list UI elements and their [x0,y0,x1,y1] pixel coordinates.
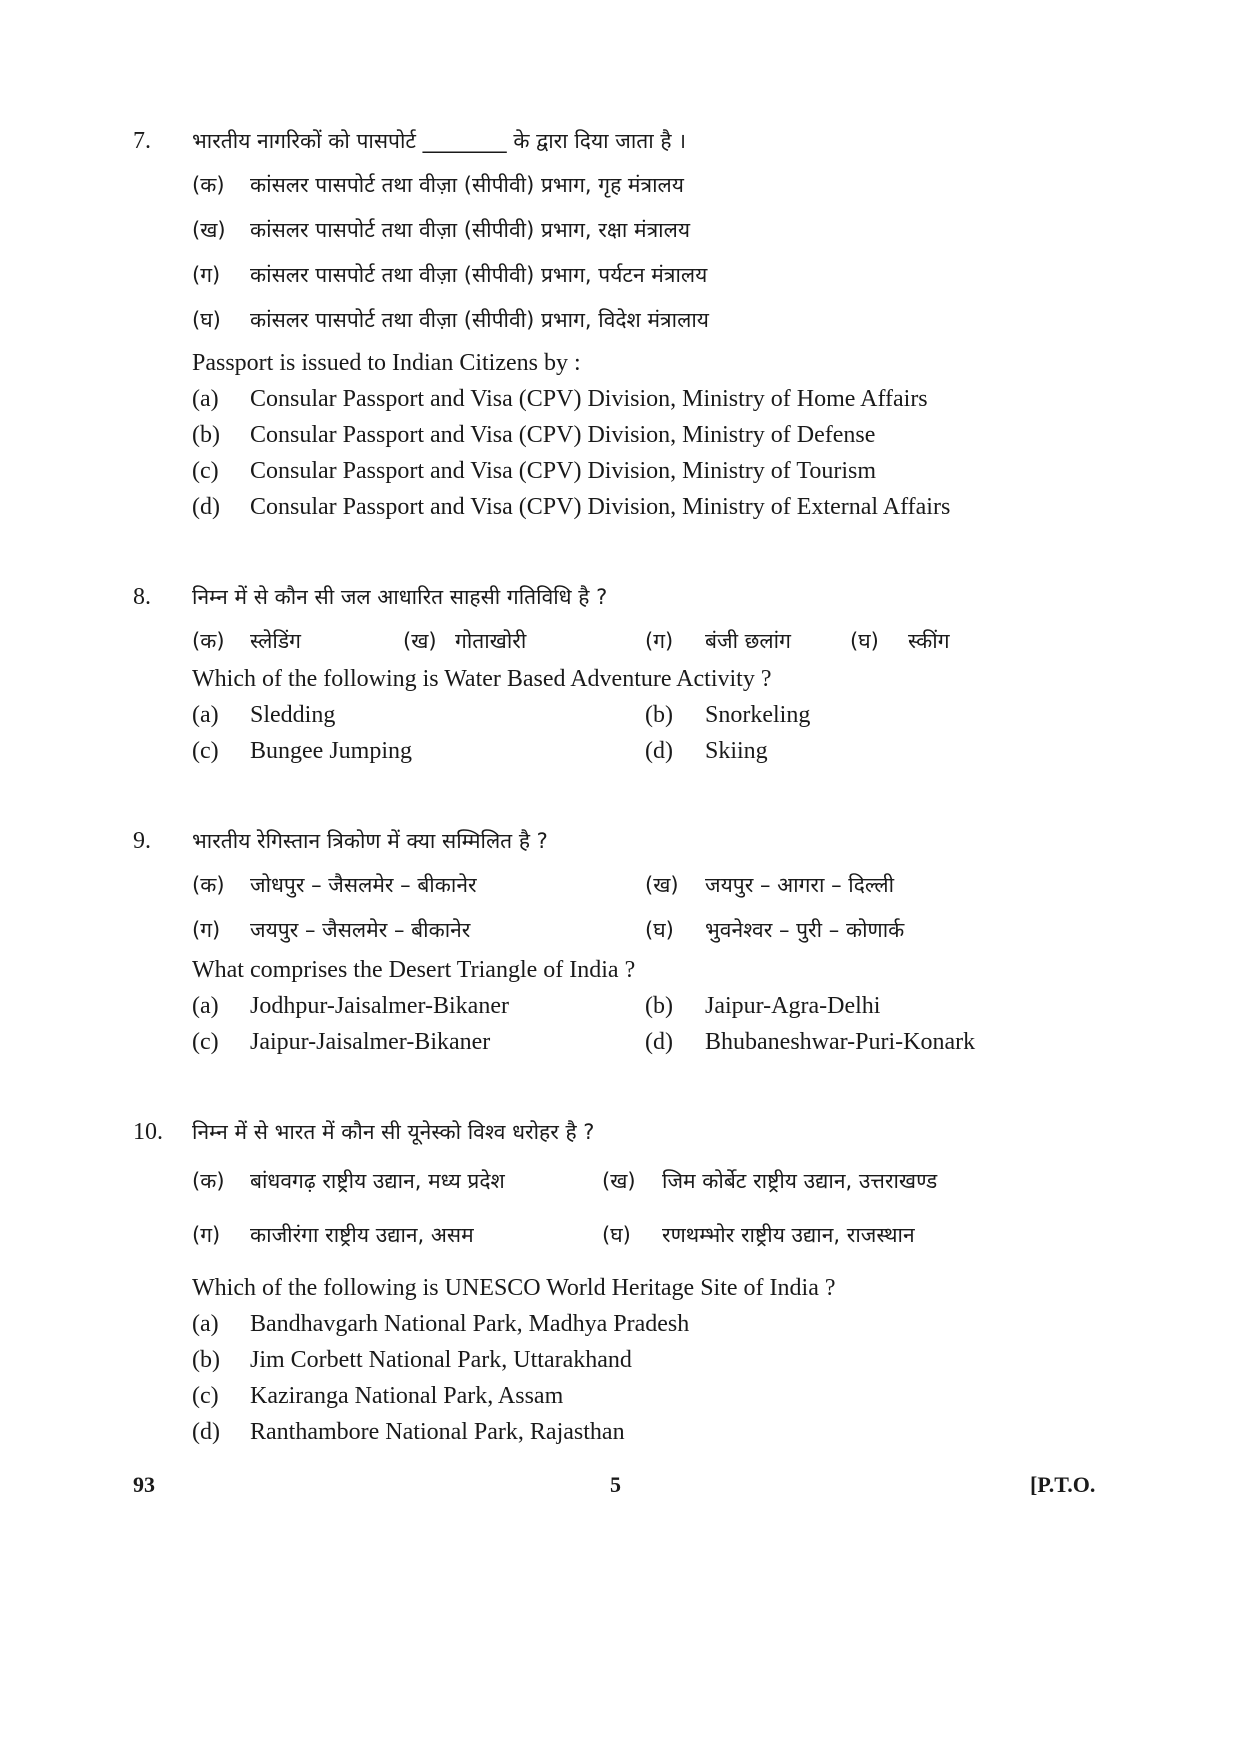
option-text-english: Consular Passport and Visa (CPV) Division, Ministry of External Affairs [250,494,951,520]
option-label-hindi: (घ) [645,918,674,942]
option-label-english: (b) [192,1347,220,1373]
option-label-english: (d) [192,1419,220,1445]
option-text-english: Snorkeling [705,702,811,728]
option-label-hindi: (क) [192,173,225,197]
option-label-english: (d) [645,738,673,764]
paper-code: 93 [133,1472,155,1497]
pto-marker: [P.T.O. [1030,1472,1096,1497]
option-text-hindi: कांसलर पासपोर्ट तथा वीज़ा (सीपीवी) प्रभाग, गृह मंत्रालय [250,173,684,197]
option-text-english: Sledding [250,702,336,728]
option-label-english: (d) [645,1029,673,1055]
option-text-hindi: भुवनेश्वर – पुरी – कोणार्क [705,918,905,942]
option-text-english: Jim Corbett National Park, Uttarakhand [250,1347,632,1373]
option-text-english: Kaziranga National Park, Assam [250,1383,564,1409]
option-label-english: (a) [192,702,219,728]
question-stem-hindi: भारतीय रेगिस्तान त्रिकोण में क्या सम्मिलित है ? [192,829,548,853]
question-stem-hindi: भारतीय नागरिकों को पासपोर्ट ________ के द्वारा दिया जाता है । [192,129,687,153]
question-stem-english: Which of the following is Water Based Adventure Activity ? [192,666,772,692]
option-label-hindi: (ग) [192,1223,221,1247]
option-label-hindi: (ख) [192,218,226,242]
option-label-english: (a) [192,993,219,1019]
question-stem-hindi: निम्न में से कौन सी जल आधारित साहसी गतिविधि है ? [192,585,608,609]
option-text-hindi: स्कींग [908,629,950,653]
question-number: 7. [133,128,151,154]
option-text-english: Jaipur-Jaisalmer-Bikaner [250,1029,491,1055]
option-text-english: Consular Passport and Visa (CPV) Division, Ministry of Tourism [250,458,877,484]
option-text-hindi: कांसलर पासपोर्ट तथा वीज़ा (सीपीवी) प्रभाग, विदेश मंत्रालाय [250,308,709,332]
option-label-hindi: (क) [192,1169,225,1193]
option-label-english: (d) [192,494,220,520]
option-label-english: (c) [192,458,219,484]
question-stem-english: What comprises the Desert Triangle of India ? [192,957,636,983]
option-label-hindi: (ग) [192,263,221,287]
option-text-hindi: कांसलर पासपोर्ट तथा वीज़ा (सीपीवी) प्रभाग, पर्यटन मंत्रालय [250,263,708,287]
question-number: 9. [133,828,151,854]
option-text-english: Jodhpur-Jaisalmer-Bikaner [250,993,509,1019]
option-text-hindi: रणथम्भोर राष्ट्रीय उद्यान, राजस्थान [662,1223,915,1247]
option-label-hindi: (घ) [602,1223,631,1247]
option-text-hindi: कांसलर पासपोर्ट तथा वीज़ा (सीपीवी) प्रभाग, रक्षा मंत्रालय [250,218,691,242]
option-text-hindi: काजीरंगा राष्ट्रीय उद्यान, असम [250,1223,474,1247]
option-label-english: (c) [192,1029,219,1055]
option-label-english: (b) [645,702,673,728]
option-label-hindi: (ख) [602,1169,636,1193]
option-label-english: (c) [192,738,219,764]
option-label-hindi: (क) [192,873,225,897]
option-label-hindi: (घ) [850,629,879,653]
option-label-hindi: (ख) [645,873,679,897]
option-text-english: Ranthambore National Park, Rajasthan [250,1419,625,1445]
option-label-hindi: (ख) [403,629,437,653]
option-text-hindi: जोधपुर – जैसलमेर – बीकानेर [250,873,477,897]
option-text-english: Skiing [705,738,768,764]
option-label-english: (a) [192,386,219,412]
option-text-hindi: जिम कोर्बेट राष्ट्रीय उद्यान, उत्तराखण्ड [662,1169,938,1193]
option-label-english: (c) [192,1383,219,1409]
option-label-hindi: (क) [192,629,225,653]
option-label-english: (b) [192,422,220,448]
option-label-hindi: (घ) [192,308,221,332]
option-text-english: Bungee Jumping [250,738,412,764]
option-text-hindi: बंजी छलांग [705,629,791,653]
option-text-english: Consular Passport and Visa (CPV) Division, Ministry of Defense [250,422,876,448]
option-label-english: (a) [192,1311,219,1337]
option-label-english: (b) [645,993,673,1019]
question-number: 10. [133,1119,163,1145]
option-text-english: Jaipur-Agra-Delhi [705,993,881,1019]
option-text-hindi: गोताखोरी [455,629,527,653]
option-label-hindi: (ग) [192,918,221,942]
question-stem-hindi: निम्न में से भारत में कौन सी यूनेस्को विश्व धरोहर है ? [192,1120,595,1144]
question-number: 8. [133,584,151,610]
option-text-hindi: स्लेडिंग [250,629,301,653]
option-text-english: Bandhavgarh National Park, Madhya Pradesh [250,1311,690,1337]
question-stem-english: Which of the following is UNESCO World Heritage Site of India ? [192,1275,836,1301]
option-text-english: Consular Passport and Visa (CPV) Division, Ministry of Home Affairs [250,386,928,412]
option-text-hindi: बांधवगढ़ राष्ट्रीय उद्यान, मध्य प्रदेश [250,1169,505,1193]
option-text-hindi: जयपुर – जैसलमेर – बीकानेर [250,918,471,942]
option-text-english: Bhubaneshwar-Puri-Konark [705,1029,976,1055]
option-text-hindi: जयपुर – आगरा – दिल्ली [705,873,895,897]
question-stem-english: Passport is issued to Indian Citizens by : [192,350,581,376]
page-number: 5 [610,1472,621,1497]
option-label-hindi: (ग) [645,629,674,653]
